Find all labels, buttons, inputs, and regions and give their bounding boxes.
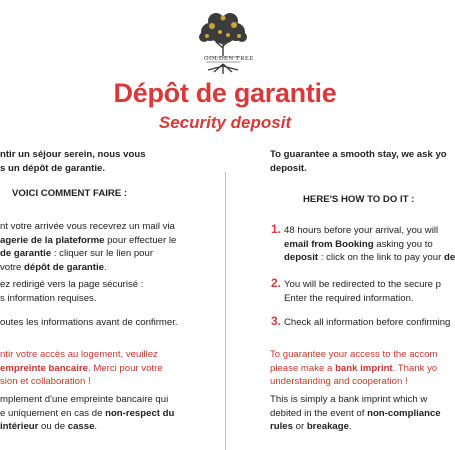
french-note-line1: mplement d'une empreinte bancaire qui [0, 394, 169, 405]
english-step2-line1: You will be redirected to the secure p [284, 279, 441, 290]
french-intro: ntir un séjour serein, nous vous s un dépôt de garantie. [0, 149, 146, 174]
french-step2 [0, 278, 143, 305]
french-step2-line1: ez redirigé vers la page sécurisé : [0, 279, 144, 290]
english-step1: 48 hours before your arrival, you will email from Booking asking you to deposit : click on the link to pay your de [284, 225, 455, 263]
french-note: mplement d'une empreinte bancaire qui e uniquement en cas de non-respect du intérieur ou de casse. [0, 394, 175, 432]
english-intro: To guarantee a smooth stay, we ask yo deposit. [270, 149, 447, 174]
english-note: This is simply a bank imprint which w debited in the event of non-compliance rules or breakage. [270, 394, 441, 432]
column-divider [225, 172, 226, 450]
english-step2-number: 2. [271, 276, 282, 290]
english-step1-number: 1. [271, 222, 282, 236]
english-access: To guarantee your access to the accom please make a bank imprint. Thank yo understanding and cooperation ! [270, 349, 438, 387]
english-step1-line1: 48 hours before your arrival, you will [284, 225, 439, 236]
golden-tree-logo [190, 8, 256, 76]
french-intro-text: s un [0, 162, 23, 174]
page-title: Dépôt de garantie [113, 78, 337, 108]
french-access: ntir votre accès au logement, veuillez empreinte bancaire. Merci pour votre sion et collaboration ! [0, 349, 163, 387]
english-access-line1: To guarantee your access to the accom [270, 349, 438, 360]
french-access-line1: ntir votre accès au logement, veuillez [0, 349, 158, 360]
english-note-line1: This is simply a bank imprint which w [270, 394, 428, 405]
english-step3 [284, 316, 450, 330]
french-step2-line2: s information requises. [0, 292, 97, 304]
english-intro-line1: To guarantee a smooth stay, we ask yo [270, 149, 447, 160]
french-access-line3: sion et collaboration ! [0, 376, 91, 387]
french-step3 [0, 316, 178, 330]
french-intro-deposit: dépôt de garantie [22, 162, 103, 174]
french-step3-line1: outes les informations avant de confirmer. [0, 317, 178, 328]
english-access-line3: understanding and cooperation ! [270, 376, 408, 387]
french-step1: nt votre arrivée vous recevrez un mail via agerie de la plateforme pour effectuer le de garantie : cliquer sur le lien pour votre dépôt de garantie. [0, 221, 177, 273]
french-heading: VOICI COMMENT FAIRE : [12, 188, 128, 199]
english-step2 [284, 278, 441, 305]
logo-text: GOLDEN TREE [204, 55, 254, 62]
english-heading: HERE'S HOW TO DO IT : [303, 194, 415, 205]
french-step1-line1: nt votre arrivée vous recevrez un mail via [0, 221, 175, 232]
english-step3-number: 3. [271, 314, 282, 328]
english-step3-line1: Check all information before confirming [284, 317, 451, 328]
page-subtitle: Security deposit [158, 113, 292, 132]
french-intro-line1: ntir un séjour serein, nous vous [0, 149, 146, 160]
tree-icon [190, 8, 256, 76]
english-step2-line2: Enter the required information. [284, 292, 414, 304]
